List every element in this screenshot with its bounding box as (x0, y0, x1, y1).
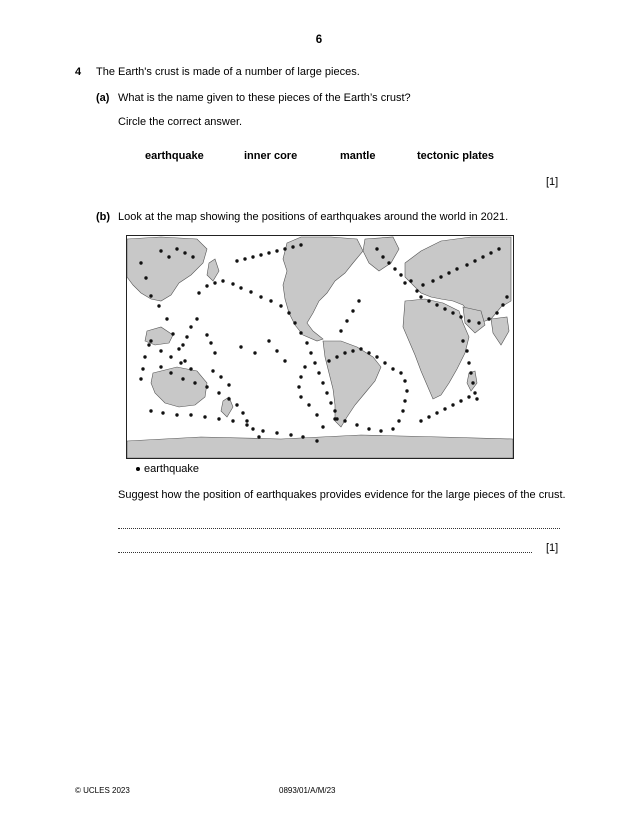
earthquake-dot (497, 247, 500, 250)
earthquake-dot (309, 351, 312, 354)
earthquake-dot (495, 311, 498, 314)
earthquake-dot (307, 403, 310, 406)
earthquake-dot (143, 355, 146, 358)
earthquake-dot (473, 259, 476, 262)
earthquake-dot (397, 419, 400, 422)
earthquake-dot (195, 317, 198, 320)
earthquake-dot (427, 415, 430, 418)
southeast-asia-islands (145, 327, 173, 345)
earthquake-dot (459, 399, 462, 402)
earthquake-dot (403, 399, 406, 402)
earthquake-dot (467, 319, 470, 322)
part-b-mark: [1] (546, 542, 559, 554)
earthquake-dot (451, 311, 454, 314)
earthquake-dot (159, 365, 162, 368)
earthquake-dot (379, 429, 382, 432)
earthquake-legend-icon (136, 467, 140, 471)
earthquake-dot (169, 371, 172, 374)
earthquake-dot (367, 427, 370, 430)
earthquake-dot (477, 321, 480, 324)
earthquake-dot (171, 332, 174, 335)
earthquake-dot (393, 267, 396, 270)
earthquake-dot (183, 359, 186, 362)
earthquake-dot (399, 273, 402, 276)
earthquake-dot (321, 425, 324, 428)
earthquake-dot (181, 343, 184, 346)
earthquake-dot (197, 291, 200, 294)
earthquake-dot (251, 255, 254, 258)
earthquake-dot (213, 281, 216, 284)
earthquake-dot (243, 257, 246, 260)
earthquake-dot (443, 407, 446, 410)
earthquake-dot (473, 391, 476, 394)
earthquake-dot (251, 427, 254, 430)
earthquake-dot (489, 251, 492, 254)
earthquake-dot (351, 309, 354, 312)
earthquake-dot (401, 409, 404, 412)
earthquake-dot (217, 417, 220, 420)
earthquake-dot (505, 295, 508, 298)
earthquake-dot (381, 255, 384, 258)
earthquake-dot (175, 413, 178, 416)
earthquake-dot (501, 303, 504, 306)
africa-land (403, 299, 469, 399)
earthquake-dot (297, 385, 300, 388)
earthquake-dot (403, 379, 406, 382)
earthquake-dot (327, 359, 330, 362)
earthquake-dot (343, 351, 346, 354)
earthquake-dot (191, 255, 194, 258)
earthquake-dot (203, 415, 206, 418)
earthquake-dot (287, 311, 290, 314)
earthquake-dot (179, 361, 182, 364)
earthquake-dot (267, 251, 270, 254)
australia-land (151, 367, 207, 407)
east-asia-land (127, 237, 207, 301)
earthquake-dot (293, 321, 296, 324)
earthquake-dot (205, 333, 208, 336)
earthquake-dot (219, 375, 222, 378)
earthquake-dot (467, 361, 470, 364)
option-tectonic-plates[interactable]: tectonic plates (417, 150, 495, 162)
part-a-instruction: Circle the correct answer. (118, 116, 243, 128)
earthquake-dot (301, 435, 304, 438)
earthquake-dot (325, 391, 328, 394)
earthquake-dot (329, 401, 332, 404)
part-a-label: (a) (96, 92, 110, 104)
part-b-label: (b) (96, 211, 111, 223)
earthquake-dot (181, 377, 184, 380)
earthquake-dot (357, 299, 360, 302)
earthquake-dot (367, 351, 370, 354)
earthquake-dot (427, 299, 430, 302)
earthquake-dot (391, 367, 394, 370)
earthquake-dot (305, 341, 308, 344)
earthquake-dot (245, 423, 248, 426)
earthquake-dot (257, 435, 260, 438)
earthquake-dot (165, 317, 168, 320)
earthquake-dot (465, 263, 468, 266)
earthquake-dot (465, 349, 468, 352)
map-legend (136, 463, 199, 475)
earthquake-dot (193, 381, 196, 384)
earthquake-dot (159, 249, 162, 252)
earthquake-dot (303, 365, 306, 368)
earthquake-dot (211, 369, 214, 372)
earthquake-dot (455, 267, 458, 270)
world-map-svg (127, 236, 513, 458)
earthquake-dot (333, 409, 336, 412)
earthquake-dot (227, 383, 230, 386)
part-a-mark: [1] (546, 176, 559, 188)
earthquake-dot (461, 339, 464, 342)
india-land (491, 317, 509, 345)
earthquake-dot (315, 439, 318, 442)
landmasses (127, 237, 513, 458)
earthquake-dot (333, 417, 336, 420)
earthquake-dot (141, 367, 144, 370)
earthquake-dot (227, 397, 230, 400)
earthquake-dot (343, 419, 346, 422)
earthquake-dot (383, 361, 386, 364)
earthquake-dot (443, 307, 446, 310)
earthquake-dot (189, 413, 192, 416)
answer-line-2[interactable] (118, 552, 532, 553)
earthquake-dot (469, 371, 472, 374)
earthquake-dot (147, 343, 150, 346)
earthquake-dot (221, 279, 224, 282)
earthquake-dot (269, 299, 272, 302)
earthquake-dot (317, 371, 320, 374)
earthquake-dot (399, 371, 402, 374)
earthquake-dot (403, 281, 406, 284)
earthquake-dot (241, 411, 244, 414)
earthquake-dot (161, 411, 164, 414)
earthquake-dot (321, 381, 324, 384)
north-america-land (283, 237, 363, 341)
earthquake-dot (339, 329, 342, 332)
earthquake-dot (167, 255, 170, 258)
earthquake-dot (459, 315, 462, 318)
earthquake-dot (299, 395, 302, 398)
earthquake-dot (299, 375, 302, 378)
earthquake-dot (205, 284, 208, 287)
earthquake-dot (387, 261, 390, 264)
earthquake-dot (169, 355, 172, 358)
earthquake-dot (275, 431, 278, 434)
part-b-question: Suggest how the position of earthquakes provides evidence for the large pieces of the crust. (118, 489, 566, 501)
earthquake-dot (231, 282, 234, 285)
earthquake-dot (299, 331, 302, 334)
earthquake-dot (299, 243, 302, 246)
earthquake-dot (419, 295, 422, 298)
earthquake-dot (351, 349, 354, 352)
earthquake-dot (313, 361, 316, 364)
new-zealand-land (221, 397, 233, 417)
earthquake-dot (149, 339, 152, 342)
earthquake-dot (217, 391, 220, 394)
earthquake-dot (279, 304, 282, 307)
earthquake-dot (419, 419, 422, 422)
option-mantle[interactable]: mantle (340, 150, 376, 162)
earthquake-dot (159, 349, 162, 352)
earthquake-dot (345, 319, 348, 322)
earthquake-map (126, 235, 514, 459)
earthquake-dot (391, 427, 394, 430)
earthquake-dot (239, 345, 242, 348)
earthquake-dot (435, 303, 438, 306)
earthquake-dot (144, 276, 147, 279)
earthquake-dot (185, 335, 188, 338)
earthquake-dot (249, 290, 252, 293)
earthquake-dot (359, 347, 362, 350)
earthquake-dot (149, 294, 152, 297)
earthquake-dot (231, 419, 234, 422)
earthquake-dot (375, 247, 378, 250)
earthquake-dot (235, 403, 238, 406)
earthquake-dot (487, 317, 490, 320)
option-earthquake[interactable]: earthquake (145, 150, 204, 162)
earthquake-dot (275, 349, 278, 352)
earthquake-dot (283, 359, 286, 362)
part-b-intro: Look at the map showing the positions of earthquakes around the world in 2021. (118, 211, 509, 223)
earthquake-dot (315, 413, 318, 416)
earthquake-dot (189, 325, 192, 328)
earthquake-dot (375, 355, 378, 358)
earthquake-dot (291, 245, 294, 248)
earthquake-dot (149, 409, 152, 412)
earthquake-dot (335, 355, 338, 358)
earthquake-dot (475, 397, 478, 400)
earthquake-dot (239, 286, 242, 289)
footer-copyright: © UCLES 2023 (75, 786, 130, 795)
earthquake-dot (157, 304, 160, 307)
greenland-land (363, 237, 399, 271)
earthquake-dot (471, 381, 474, 384)
earthquake-dot (235, 259, 238, 262)
earthquake-dot (175, 247, 178, 250)
earthquake-dot (447, 271, 450, 274)
earthquake-dot (177, 347, 180, 350)
option-inner-core[interactable]: inner core (244, 150, 298, 162)
earthquake-dot (275, 249, 278, 252)
earthquake-dot (421, 283, 424, 286)
part-a-question: What is the name given to these pieces of the Earth’s crust? (118, 92, 411, 104)
earthquake-dot (283, 247, 286, 250)
earthquake-dot (259, 295, 262, 298)
page-number: 6 (315, 34, 323, 46)
earthquake-dot (435, 411, 438, 414)
earthquake-dot (189, 367, 192, 370)
earthquake-dot (451, 403, 454, 406)
earthquake-dot (183, 251, 186, 254)
earthquake-dot (253, 351, 256, 354)
footer-code: 0893/01/A/M/23 (279, 786, 336, 795)
earthquake-dot (139, 261, 142, 264)
earthquake-dot (213, 351, 216, 354)
question-stem: The Earth's crust is made of a number of large pieces. (96, 66, 360, 78)
south-america-land (323, 341, 381, 427)
question-number: 4 (75, 66, 82, 78)
earthquake-dot (261, 429, 264, 432)
earthquake-dot (355, 423, 358, 426)
earthquake-dot (415, 289, 418, 292)
earthquake-dot (405, 389, 408, 392)
earthquake-dot (431, 279, 434, 282)
earthquake-dot (481, 255, 484, 258)
earthquake-dot (259, 253, 262, 256)
antarctica-land (127, 435, 513, 458)
answer-line-1[interactable] (118, 528, 560, 529)
earthquake-dot (267, 339, 270, 342)
earthquake-dot (439, 275, 442, 278)
earthquake-dot (467, 395, 470, 398)
earthquake-dot (289, 433, 292, 436)
earthquake-dot (409, 279, 412, 282)
japan-land (207, 259, 219, 281)
earthquake-dot (139, 377, 142, 380)
earthquake-dot (205, 385, 208, 388)
earthquake-dot (245, 419, 248, 422)
legend-label: earthquake (144, 463, 200, 475)
earthquake-dot (209, 341, 212, 344)
